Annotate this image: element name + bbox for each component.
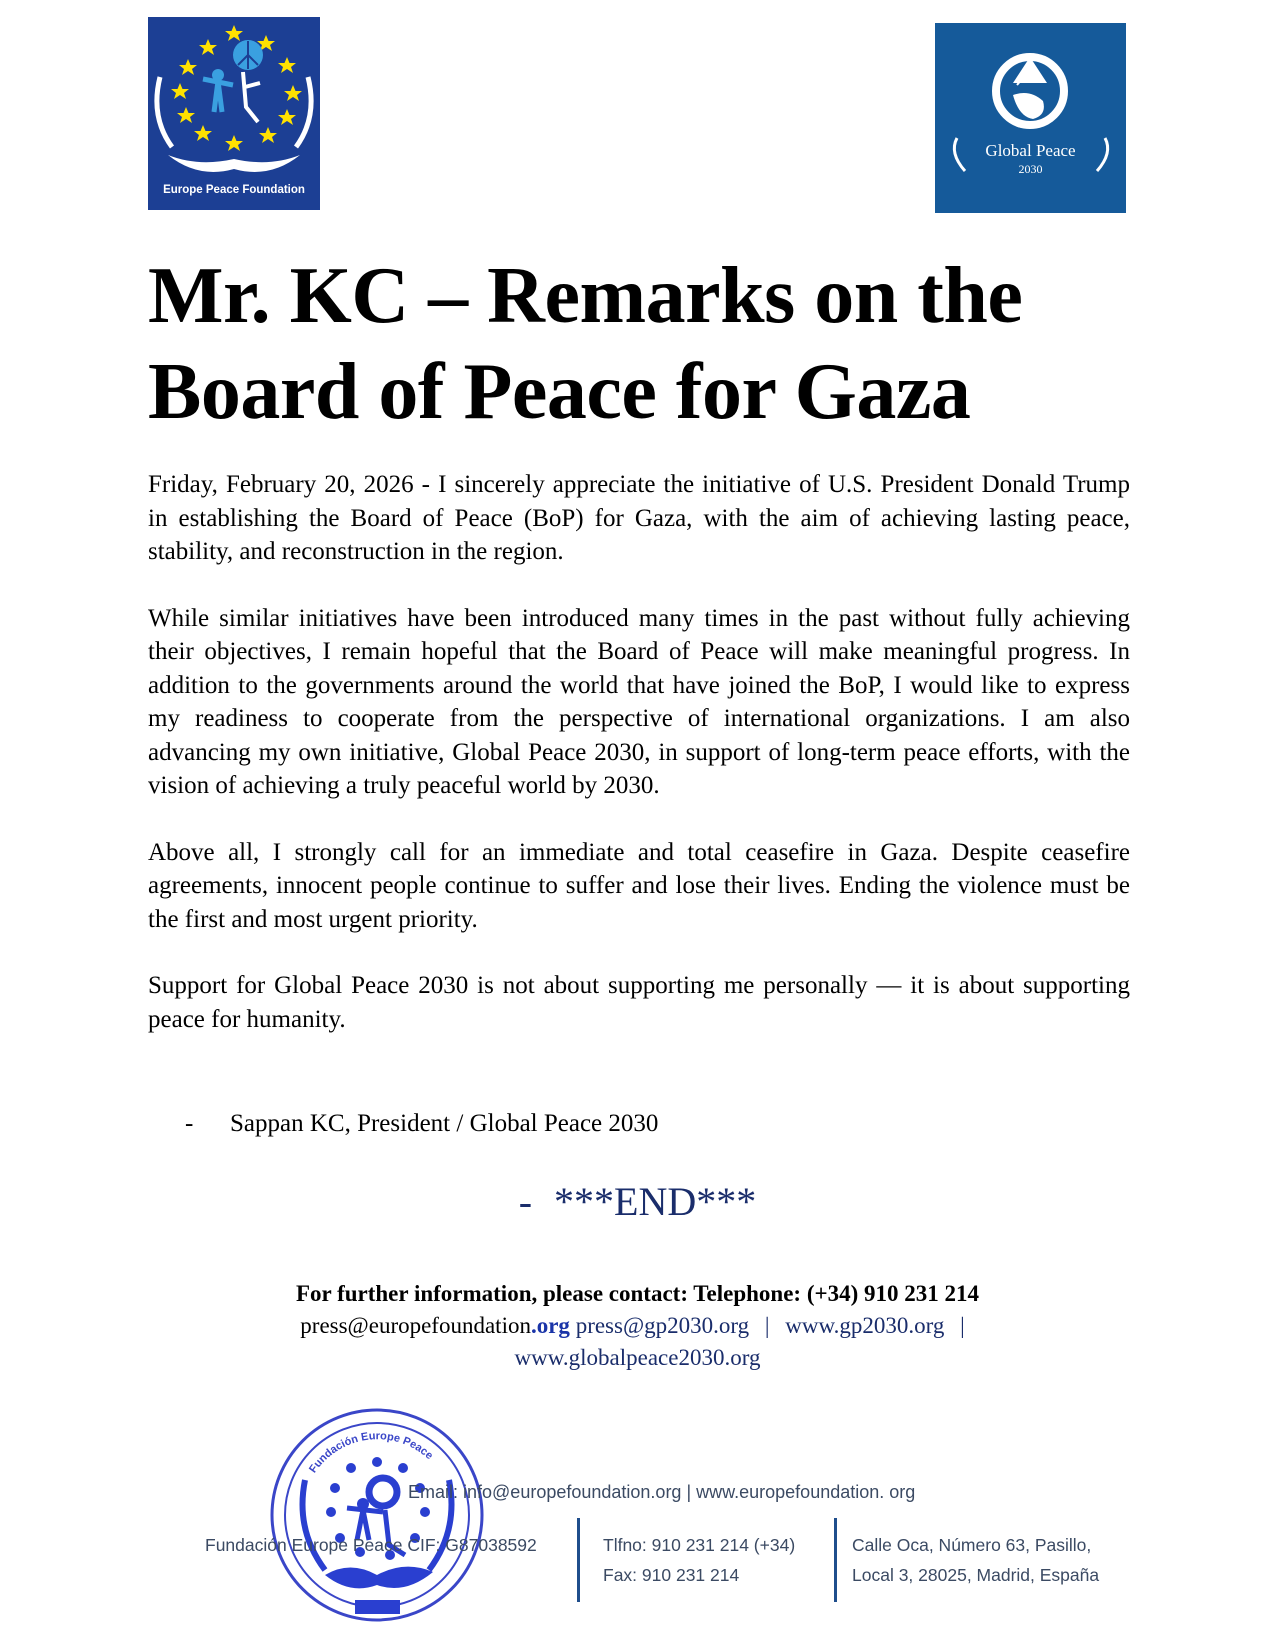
document-body (148, 468, 1130, 1069)
press-email-europe-prefix: press@europefoundation (300, 1313, 531, 1338)
paragraph: While similar initiatives have been introduced many times in the past without fully achieving their objectives, I remain hopeful that the Board of Peace will make meaningful progress. In addition to the governments around the world that have joined the BoP, I would like to express my readiness to cooperate from the perspective of international organizations. I am also advancing my own initiative, Global Peace 2030, in support of long-term peace efforts, with the vision of achieving a truly peaceful world by 2030. (148, 604, 1130, 799)
footer-phone-fax (603, 1530, 795, 1590)
end-marker-line (0, 1178, 1275, 1225)
contact-block (0, 1278, 1275, 1374)
press-email-gp2030[interactable]: press@gp2030.org (575, 1313, 750, 1338)
footer-divider (834, 1518, 837, 1602)
globe-dove-icon (935, 23, 1126, 213)
stamp-seal-icon (265, 1400, 490, 1625)
separator: | (764, 1313, 770, 1338)
contact-heading: For further information, please contact: Telephone: (+34) 910 231 214 (295, 1281, 980, 1306)
global-peace-2030-logo (935, 23, 1126, 213)
footer-divider (577, 1518, 580, 1602)
website-gp2030-link[interactable]: www.gp2030.org (785, 1313, 945, 1338)
global-peace-year: 2030 (1018, 162, 1043, 176)
title-line-1: Mr. KC – Remarks on the (148, 252, 1023, 340)
footer-address-line-2: Local 3, 28025, Madrid, España (852, 1565, 1100, 1585)
footer-org (205, 1530, 537, 1560)
europe-peace-foundation-caption: Europe Peace Foundation (163, 184, 305, 196)
paragraph: Above all, I strongly call for an immediate and total ceasefire in Gaza. Despite ceasefire agreements, innocent people continue to suffer and lose their lives. Ending the violence must be the first and most urgent priority. (148, 838, 1130, 933)
signature-line (185, 1110, 658, 1138)
foundation-stamp (265, 1400, 490, 1625)
global-peace-name: Global Peace (985, 141, 1076, 160)
separator: | (960, 1313, 965, 1338)
signature-bullet: - (185, 1110, 194, 1137)
end-marker: ***END*** (554, 1179, 757, 1224)
end-dash: - (518, 1179, 533, 1224)
footer-email-line: Email: info@europefoundation.org | www.europefoundation. org (408, 1482, 916, 1502)
contact-links-line (0, 1310, 1275, 1342)
footer-address (852, 1530, 1099, 1590)
website-globalpeace2030-link[interactable]: www.globalpeace2030.org (514, 1345, 761, 1370)
europe-peace-foundation-logo (148, 17, 320, 210)
footer-org-name: Fundación Europe Peace CIF: G87038592 (205, 1535, 537, 1555)
stars-laurel-icon (148, 17, 320, 210)
paragraph: Friday, February 20, 2026 - I sincerely appreciate the initiative of U.S. President Donald Trump in establishing the Board of Peace (BoP) for Gaza, with the aim of achieving lasting peace, stability, and reconstruction in the region. (148, 471, 1130, 565)
signature: Sappan KC, President / Global Peace 2030 (230, 1110, 659, 1137)
title-line-2: Board of Peace for Gaza (148, 348, 971, 436)
footer-phone: Tlfno: 910 231 214 (+34) (603, 1535, 796, 1555)
svg-text:Fundación Europe Peace (307, 1430, 435, 1475)
page-title (148, 248, 1138, 440)
footer-address-line-1: Calle Oca, Número 63, Pasillo, (852, 1535, 1092, 1555)
press-email-europe-suffix: .org (530, 1313, 570, 1338)
paragraph: Support for Global Peace 2030 is not about supporting me personally — it is about supporting peace for humanity. (148, 972, 1130, 1033)
press-email-europe[interactable] (300, 1313, 570, 1338)
stamp-text: Fundación Europe Peace (307, 1430, 436, 1476)
footer-fax: Fax: 910 231 214 (603, 1565, 740, 1585)
